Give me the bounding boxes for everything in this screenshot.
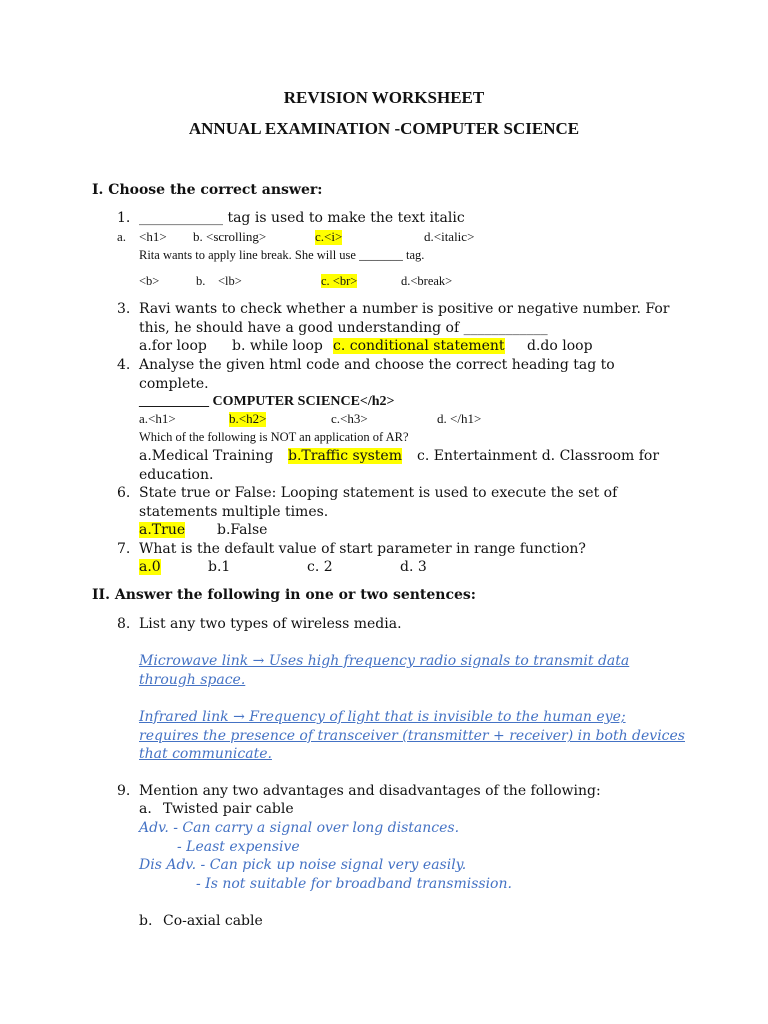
q5-opt-c-d: c. Entertainment d. Classroom for [417, 448, 660, 464]
q7-number: 7. [117, 541, 131, 557]
q9-a-text: Twisted pair cable [163, 801, 294, 817]
q1-opt-d: d.<italic> [424, 229, 475, 244]
section-2-heading: II. Answer the following in one or two sentences: [92, 587, 476, 603]
q6-opt-b: b.False [217, 522, 268, 538]
q2-opt-d: d.<break> [401, 274, 453, 288]
q3-line-2: this, he should have a good understanding of ____________ [139, 320, 548, 336]
q1-opt-prefix: a. [117, 229, 127, 244]
q6-line-2: statements multiple times. [139, 504, 329, 520]
q5-text: Which of the following is NOT an application of AR? [139, 430, 409, 444]
q1-text: ____________ tag is used to make the text italic [139, 210, 465, 226]
q4-opt-b-answer: b.<h2> [229, 411, 267, 426]
q4-opt-d: d. </h1> [437, 411, 482, 426]
q2-opt-b: <lb> [218, 274, 242, 288]
q4-line-1: Analyse the given html code and choose the correct heading tag to [139, 357, 615, 373]
q1-number: 1. [117, 210, 131, 226]
q7-opt-b: b.1 [208, 559, 231, 575]
q1-opt-a: <h1> [139, 229, 167, 244]
q6-line-1: State true or False: Looping statement is used to execute the set of [139, 485, 618, 501]
q2-opt-b-label: b. [196, 274, 206, 288]
q9-adv-2: - Least expensive [177, 839, 300, 855]
q8-answer-2-line-2: requires the presence of transceiver (transmitter + receiver) in both devices [139, 728, 685, 744]
q4-opt-c: c.<h3> [331, 411, 368, 426]
q5-opt-continued: education. [139, 467, 214, 483]
q3-line-1: Ravi wants to check whether a number is positive or negative number. For [139, 301, 670, 317]
q1-opt-b: b. <scrolling> [193, 229, 267, 244]
q4-opt-a: a.<h1> [139, 411, 176, 426]
q2-text: Rita wants to apply line break. She will use _______ tag. [139, 248, 425, 262]
q9-dis-2: - Is not suitable for broadband transmission. [196, 876, 512, 892]
q3-opt-b: b. while loop [232, 338, 323, 354]
q9-dis-1: Dis Adv. - Can pick up noise signal very easily. [139, 857, 467, 873]
page-title: REVISION WORKSHEET [283, 88, 485, 107]
q5-opt-b-answer: b.Traffic system [288, 448, 402, 464]
q7-opt-c: c. 2 [307, 559, 333, 575]
q8-answer-2-line-3: that communicate. [139, 746, 272, 762]
q3-opt-c-answer: c. conditional statement [333, 338, 505, 354]
q3-opt-d: d.do loop [527, 338, 593, 354]
q4-code: __________ COMPUTER SCIENCE</h2> [139, 394, 395, 409]
q6-number: 6. [117, 485, 131, 501]
q9-b-text: Co-axial cable [163, 913, 263, 929]
q8-answer-1-line-2: through space. [139, 672, 246, 688]
page-subtitle: ANNUAL EXAMINATION -COMPUTER SCIENCE [188, 119, 580, 138]
q2-opt-a: <b> [139, 274, 160, 288]
q4-line-2: complete. [139, 376, 209, 392]
q7-opt-a-answer: a.0 [139, 559, 161, 575]
q9-number: 9. [117, 783, 131, 799]
q9-text: Mention any two advantages and disadvantages of the following: [139, 783, 601, 799]
q3-number: 3. [117, 301, 131, 317]
q7-opt-d: d. 3 [400, 559, 427, 575]
q4-number: 4. [117, 357, 131, 373]
q8-text: List any two types of wireless media. [139, 616, 402, 632]
q9-a-label: a. [139, 801, 152, 817]
q7-text: What is the default value of start parameter in range function? [139, 541, 586, 557]
section-1-heading: I. Choose the correct answer: [92, 182, 323, 198]
q3-opt-a: a.for loop [139, 338, 207, 354]
q8-answer-1-line-1: Microwave link → Uses high frequency radio signals to transmit data [139, 653, 630, 669]
q1-opt-c-answer: c.<i> [315, 229, 343, 244]
q5-opt-a: a.Medical Training [139, 448, 274, 464]
q9-adv-1: Adv. - Can carry a signal over long distances. [139, 820, 460, 836]
q8-number: 8. [117, 616, 131, 632]
q2-opt-c-answer: c. <br> [321, 274, 358, 288]
q8-answer-2-line-1: Infrared link → Frequency of light that is invisible to the human eye; [139, 709, 626, 725]
q6-opt-a-answer: a.True [139, 522, 186, 538]
q9-b-label: b. [139, 913, 153, 929]
